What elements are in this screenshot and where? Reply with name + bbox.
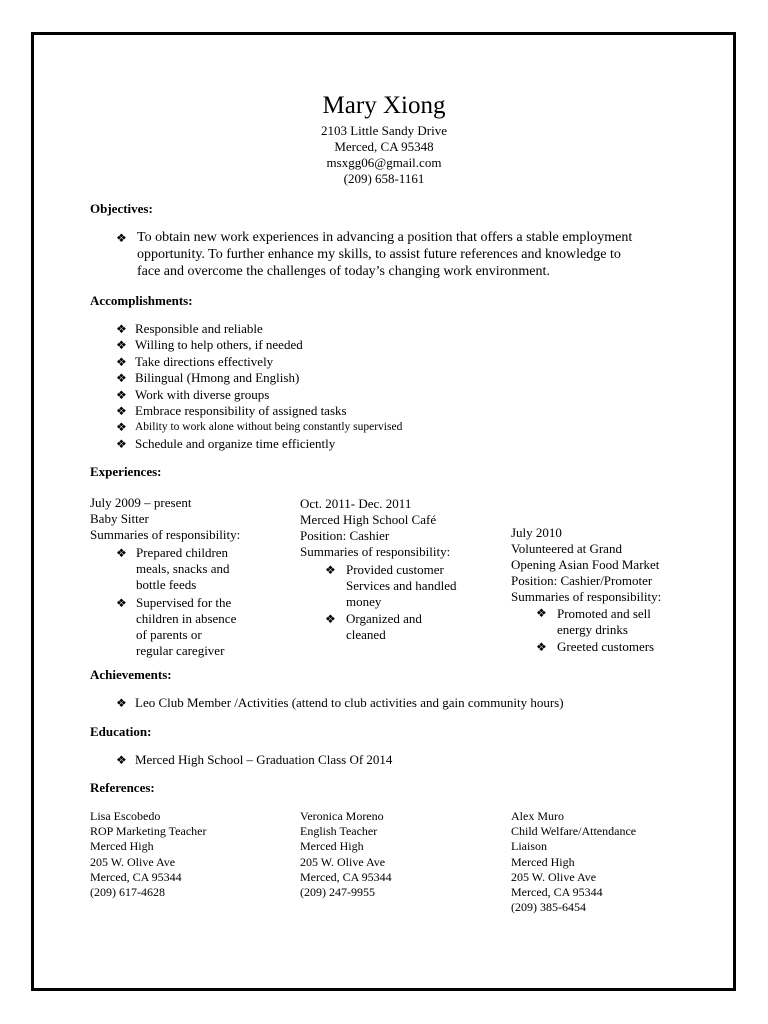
bullet-icon: ❖ [116, 404, 127, 418]
job-bullet-line: regular caregiver [136, 643, 225, 658]
reference-alex-muro [511, 809, 636, 915]
accomplishment-item: Embrace responsibility of assigned tasks [135, 403, 347, 418]
education-heading: Education: [90, 724, 152, 739]
reference-line: Merced High [511, 854, 575, 869]
reference-line: Alex Muro [511, 809, 564, 823]
job-bullet-line: Supervised for the [136, 595, 232, 610]
job-bullet [346, 562, 456, 610]
objective-text [137, 229, 632, 280]
reference-line: Merced, CA 95344 [300, 869, 392, 884]
reference-line: Merced High [300, 839, 364, 854]
reference-line: 205 W. Olive Ave [511, 869, 597, 884]
reference-line: Lisa Escobedo [90, 809, 161, 823]
accomplishments-heading: Accomplishments: [90, 293, 193, 308]
achievements-heading: Achievements: [90, 667, 172, 682]
job-bullet-line: Provided customer [346, 562, 444, 577]
accomplishment-item: Take directions effectively [135, 353, 274, 369]
bullet-icon: ❖ [116, 546, 127, 560]
accomplishment-item: Responsible and reliable [135, 321, 263, 336]
reference-line: Merced High [90, 839, 154, 854]
bullet-icon: ❖ [536, 640, 547, 654]
job-bullet-line: money [346, 594, 382, 609]
job-bullet-line: bottle feeds [136, 577, 197, 592]
accomplishment-item: Schedule and organize time efficiently [135, 435, 336, 451]
bullet-icon: ❖ [116, 420, 127, 435]
reference-line: (209) 385-6454 [511, 900, 586, 915]
bullet-icon: ❖ [116, 322, 127, 336]
job-bullet [136, 595, 236, 659]
job-date: Oct. 2011- Dec. 2011 [300, 496, 412, 511]
bullet-icon: ❖ [325, 612, 336, 626]
reference-line: 205 W. Olive Ave [300, 854, 386, 869]
accomplishment-item: Work with diverse groups [135, 386, 270, 402]
job-bullet-line: of parents or [136, 627, 202, 642]
address-line-1: 2103 Little Sandy Drive [320, 123, 447, 138]
job-title: Baby Sitter [90, 511, 149, 526]
reference-line: Merced, CA 95344 [511, 885, 603, 900]
experiences-heading: Experiences: [90, 464, 162, 479]
job-summary-label: Summaries of responsibility: [300, 544, 451, 559]
education-item: Merced High School – Graduation Class Of 2014 [135, 752, 393, 767]
job-position: Position: Cashier/Promoter [511, 573, 653, 588]
objective-line: To obtain new work experiences in advancing a position that offers a stable employment [137, 230, 633, 245]
reference-line: 205 W. Olive Ave [90, 854, 176, 869]
reference-lisa-escobedo [90, 809, 206, 900]
objective-line: face and overcome the challenges of today’s changing work environment. [137, 264, 550, 279]
job-bullet-line: Prepared children [136, 545, 229, 560]
bullet-icon: ❖ [116, 436, 127, 451]
reference-line: (209) 247-9955 [300, 885, 375, 900]
bullet-icon: ❖ [116, 596, 127, 610]
objective-line: opportunity. To further enhance my skills, to assist future references and knowledge to [137, 247, 621, 262]
job-bullet-line: energy drinks [557, 622, 628, 637]
job-bullet-line: children in absence [136, 611, 237, 626]
job-summary-label: Summaries of responsibility: [511, 589, 662, 604]
bullet-icon: ❖ [116, 371, 127, 386]
job-food-market [511, 525, 661, 605]
reference-line: Merced, CA 95344 [90, 869, 182, 884]
references-heading: References: [90, 780, 155, 795]
job-title: Merced High School Café [300, 512, 437, 527]
job-date: July 2009 – present [90, 495, 192, 510]
reference-line: Veronica Moreno [300, 809, 384, 823]
job-bullet [557, 606, 651, 638]
bullet-icon: ❖ [116, 338, 127, 353]
phone: (209) 658-1161 [343, 171, 425, 186]
email: msxgg06@gmail.com [326, 155, 442, 170]
bullet-icon: ❖ [325, 563, 336, 577]
job-bullet [136, 545, 230, 593]
applicant-name: Mary Xiong [322, 92, 446, 119]
reference-line: Child Welfare/Attendance [511, 824, 637, 839]
bullet-icon: ❖ [116, 753, 127, 767]
achievement-item: Leo Club Member /Activities (attend to club activities and gain community hours) [135, 695, 564, 710]
job-bullet-line: meals, snacks and [136, 561, 230, 576]
accomplishment-item: Willing to help others, if needed [135, 337, 303, 353]
job-baby-sitter [90, 495, 240, 543]
job-bullet-line: Greeted customers [557, 639, 655, 654]
reference-line: ROP Marketing Teacher [90, 824, 207, 839]
address-line-2: Merced, CA 95348 [334, 139, 434, 154]
job-bullet-line: cleaned [346, 627, 386, 642]
reference-line: (209) 617-4628 [90, 885, 165, 900]
bullet-icon: ❖ [536, 606, 547, 620]
reference-veronica-moreno [300, 809, 392, 900]
job-position: Position: Cashier [300, 528, 390, 543]
job-title-line: Opening Asian Food Market [511, 557, 660, 572]
reference-line: Liaison [511, 839, 547, 854]
bullet-icon: ❖ [116, 696, 127, 710]
bullet-icon: ❖ [116, 354, 127, 369]
bullet-icon: ❖ [116, 387, 127, 402]
accomplishment-item: Bilingual (Hmong and English) [135, 370, 300, 386]
job-summary-label: Summaries of responsibility: [90, 527, 241, 542]
objectives-heading: Objectives: [90, 201, 153, 216]
job-bullet-line: Promoted and sell [557, 606, 651, 621]
job-title-line: Volunteered at Grand [511, 541, 622, 556]
job-bullet-line: Services and handled [346, 578, 457, 593]
reference-line: English Teacher [300, 824, 378, 839]
bullet-icon: ❖ [116, 231, 127, 245]
job-date: July 2010 [511, 525, 562, 540]
job-bullet-line: Organized and [346, 611, 422, 626]
job-bullet [346, 611, 422, 643]
job-cafe [300, 496, 450, 560]
accomplishment-item: Ability to work alone without being constantly supervised [135, 421, 403, 434]
job-bullet [557, 639, 654, 655]
